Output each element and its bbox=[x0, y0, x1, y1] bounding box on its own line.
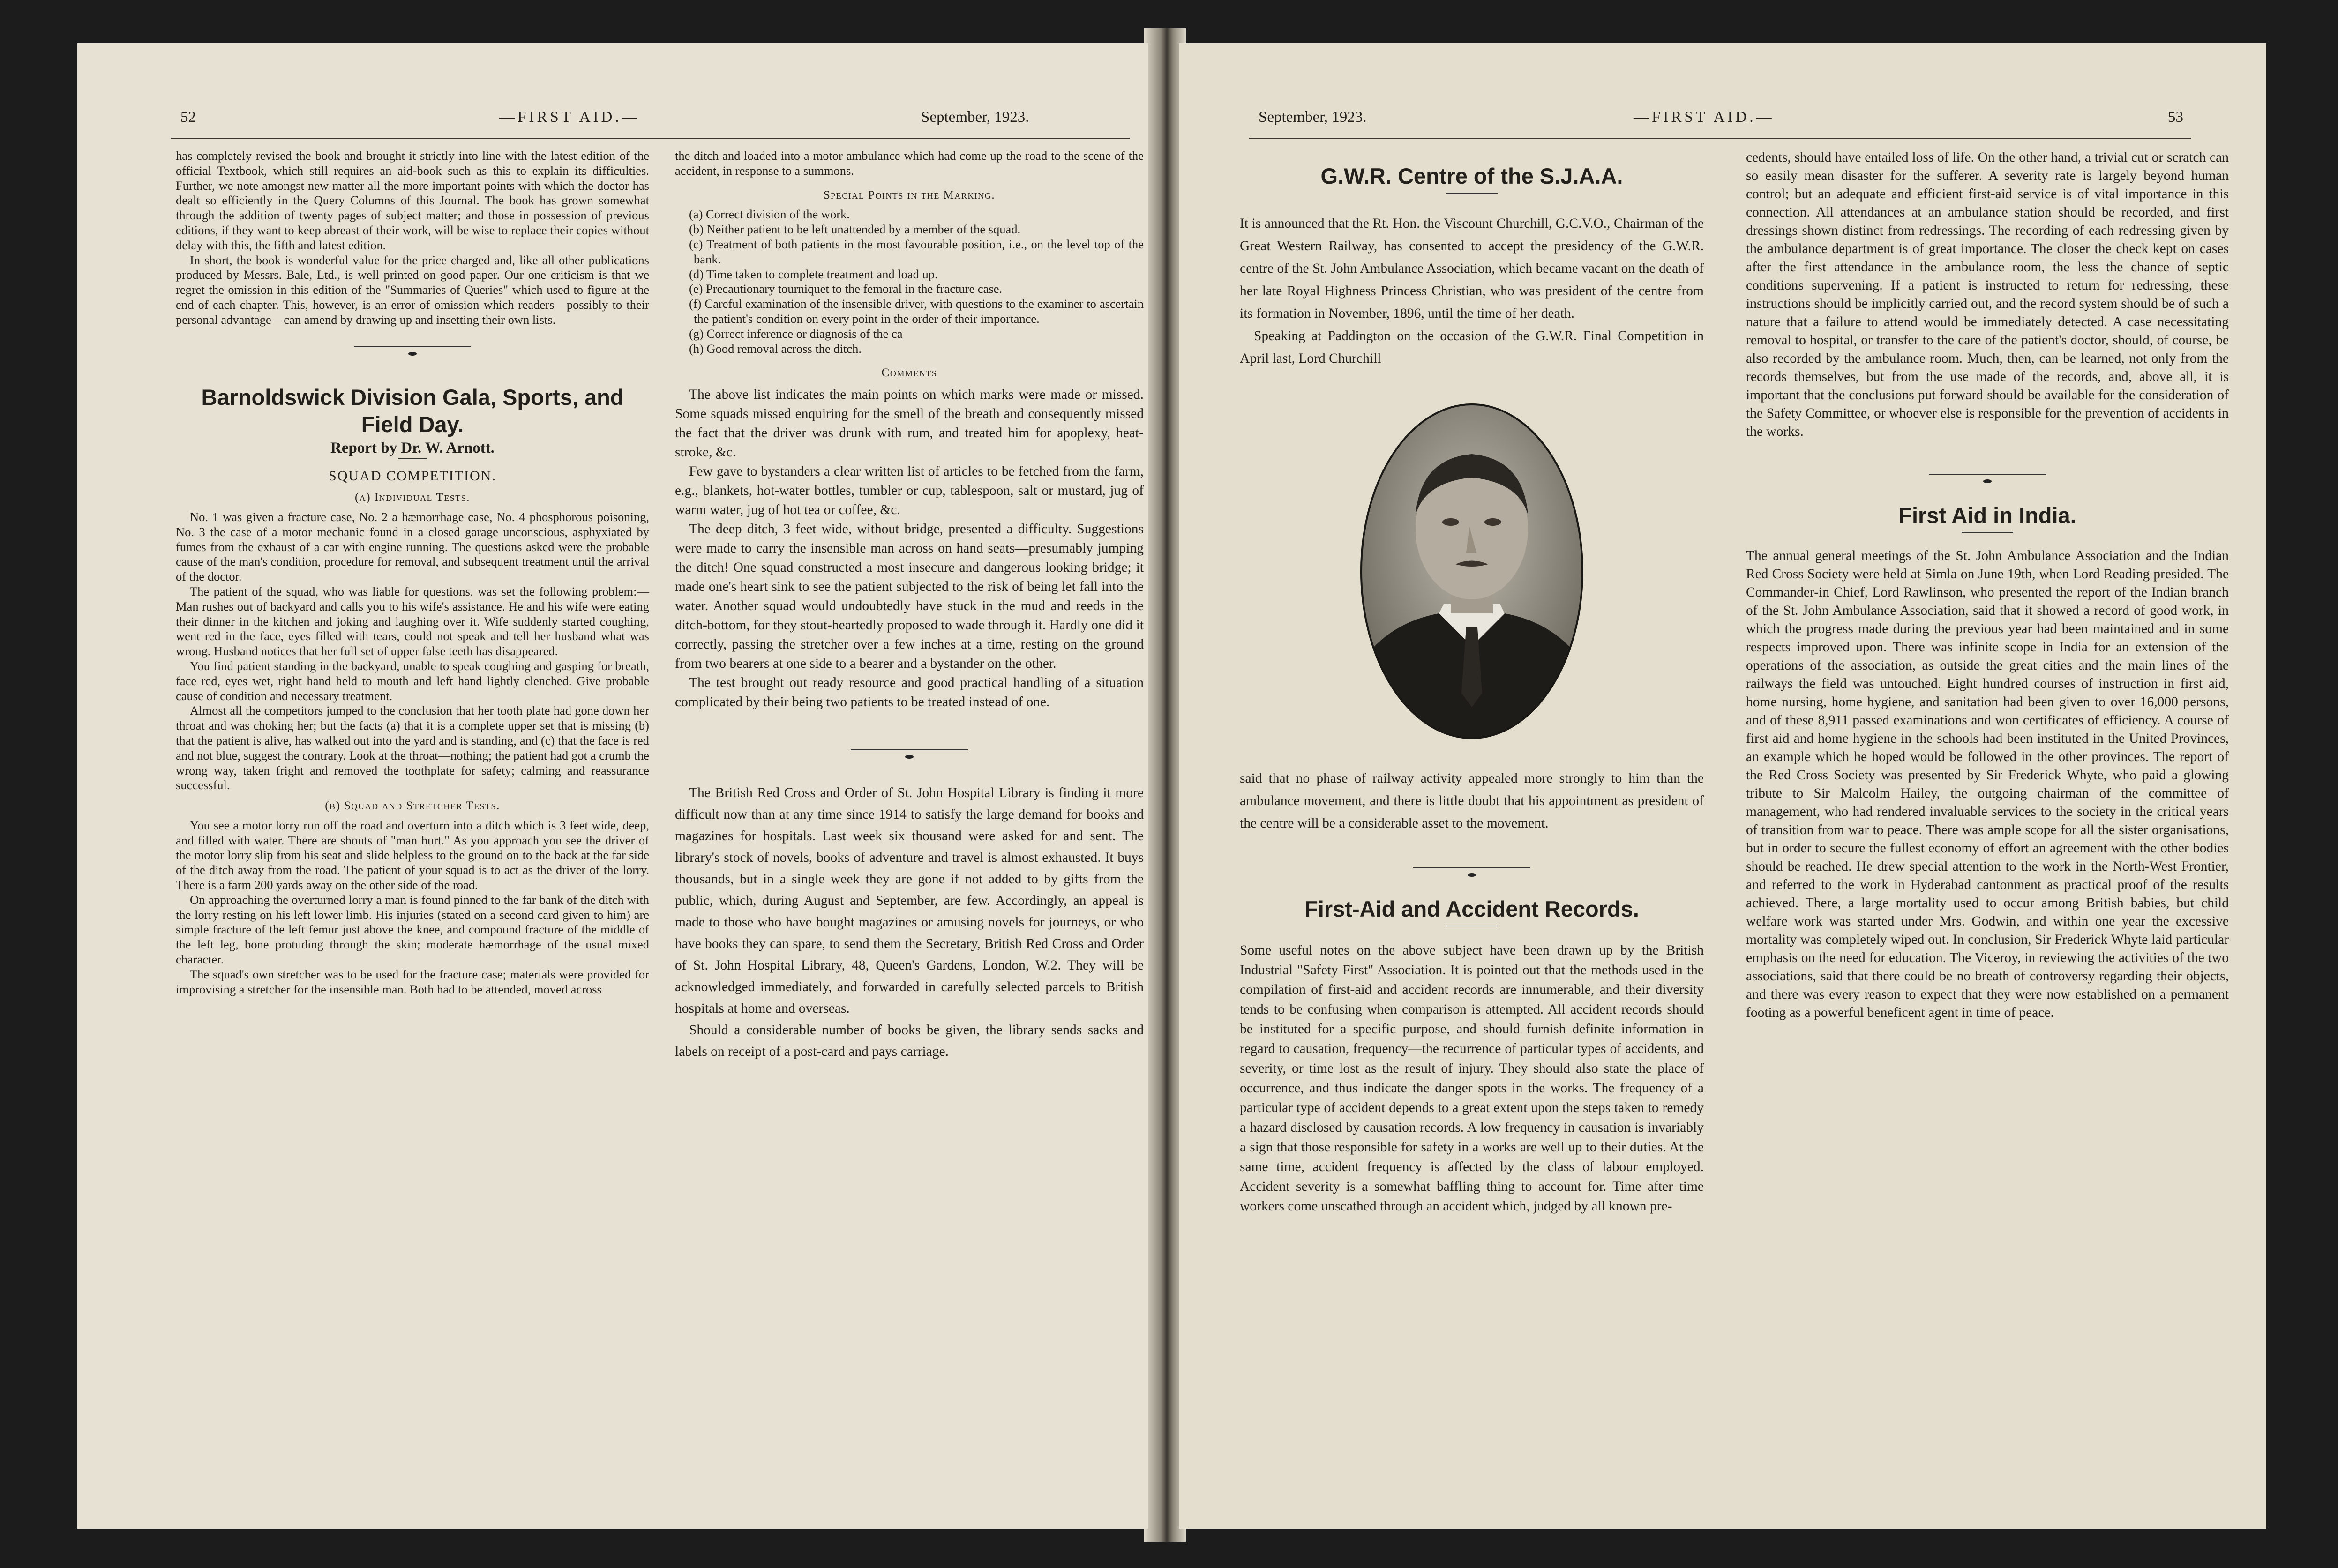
right-column-1 bbox=[1240, 149, 1704, 1216]
list-item: (e) Precautionary tourniquet to the femoral in the fracture case. bbox=[689, 282, 1003, 296]
paragraph: has completely revised the book and brought it strictly into line with the latest edition of the official Textbook, which still requires an aid-book such as this to explain its difficulties. Further, we note amongst new matter all the more important points with which the doctor has dealt so efficiently in the Query Columns of this Journal. The book has grown somewhat through the addition of twenty pages of subject matter; and those in possession of previous editions, if they want to keep abreast of their work, will be wise to replace their copies without delay with this, the fifth and latest edition. bbox=[176, 149, 649, 252]
right-page-date: September, 1923. bbox=[1259, 109, 1367, 126]
right-header-rule bbox=[1249, 138, 2191, 139]
paragraph: On approaching the overturned lorry a man is found pinned to the far bank of the ditch with the lorry resting on his left lower limb. His injuries (stated on a second card given to him) are simple fracture of the left femur just above the knee, and compound fracture of the middle of the left leg, bone protuding through the skin; moderate hæmorrhage of the usual mixed character. bbox=[176, 892, 649, 967]
paragraph: The squad's own stretcher was to be used for the fracture case; materials were provided for improvising a stretcher for the insensible man. Both had to be attended, moved across bbox=[176, 967, 649, 996]
subheading: Comments bbox=[881, 366, 937, 380]
paragraph: the ditch and loaded into a motor ambulance which had come up the road to the scene of the accident, in response to a summons. bbox=[675, 149, 1144, 178]
right-journal-title: —FIRST AID.— bbox=[1634, 109, 1775, 126]
paragraph: The above list indicates the main points on which marks were made or missed. Some squads missed enquiring for the smell of the breath and consequently missed the fact that the driver was drunk with rum, and treated him for apoplexy, heat-stroke, &c. bbox=[675, 387, 1144, 460]
paragraph: It is announced that the Rt. Hon. the Viscount Churchill, G.C.V.O., Chairman of the Great Western Railway, has consented to accept the presidency of the G.W.R. centre of the St. John Ambulance Association, which became vacant on the death of her late Royal Highness Princess Christian, who was president of the centre from its formation in November, 1896, until the time of her death. bbox=[1240, 216, 1704, 321]
paragraph: Some useful notes on the above subject have been drawn up by the British Industrial "Safety First" Association. It is pointed out that the methods used in the compilation of first-aid and accident records are innumerable, and their diversity tends to be confusing when comparison is attempted. All accident records should be instituted for a specific purpose, and should furnish definite information in regard to causation, frequency—the recurrence of particular types of accidents, and severity, or time lost as the result of injury. They should also state the place of occurrence, and thus indicate the danger spots in the works. The frequency of a particular type of accident depends to a great extent upon the steps taken to remedy a hazard disclosed by causation records. A low frequency in causation is invariably a sign that those responsible for safety in a works are well up to their duties. At the same time, accident frequency is affected by the class of labour employed. Accident severity is a somewhat baffling thing to account for. Time after time workers come unscathed through an accident which, judged by all known pre- bbox=[1240, 942, 1704, 1214]
paragraph: cedents, should have entailed loss of life. On the other hand, a trivial cut or scratch can so easily mean disaster for the sufferer. A severity rate is largely beyond human control; but an adequate and efficient first-aid service is of vital importance in this connection. All attendances at an ambulance station should be recorded, and first dressings shown distinct from redressings. The recording of each redressing given by the ambulance department is of great importance. The closer the check kept on cases after the first attendance in the ambulance room, the less the chance of septic conditions supervening. If a patient is instructed to return for redressing, these instructions should be implicitly carried out, and the record system should be of such a nature that a failure to attend would be immediately detected. A case necessitating removal to hospital, or transfer to the care of the patient's doctor, should, of course, be also recorded by the ambulance room. Much, then, can be learned, not only from the records themselves, but from the use made of the records, and, above all, it is important that the conclusions put forward should be available for the consideration of the Safety Committee, or whoever else is responsible for the prevention of accidents in the works. bbox=[1746, 150, 2229, 439]
subheading: SQUAD COMPETITION. bbox=[329, 468, 496, 484]
paragraph: Should a considerable number of books be given, the library sends sacks and labels on receipt of a post-card and pays carriage. bbox=[675, 1023, 1144, 1060]
paragraph: The patient of the squad, who was liable for questions, was set the following problem:—Man rushes out of backyard and calls you to his wife's assistance. He and his wife were eating their dinner in the kitchen and joking and laughing over it. Wife suddenly started coughing, went red in the face, eyes filled with tears, could not speak and tell her husband what was wrong. Husband notices that her full set of upper false teeth has disappeared. bbox=[176, 584, 649, 658]
left-running-head bbox=[77, 109, 1148, 142]
article-heading: First-Aid and Accident Records. bbox=[1304, 896, 1639, 921]
left-page-date: September, 1923. bbox=[921, 109, 1029, 126]
left-column-2 bbox=[675, 149, 1144, 1062]
paragraph: Almost all the competitors jumped to the conclusion that her tooth plate had gone down her throat and was choking her; but the facts (a) that it is a complete upper set that is missing (b) that the patient is alive, has walked out into the yard and is standing, and (c) that the face is red and not blue, suggest the contrary. Look at the throat—nothing; the patient had got a crumb the wrong way, taken fright and removed the toothplate for safety; calming and reassurance successful. bbox=[176, 703, 649, 792]
article-heading: Barnoldswick Division Gala, Sports, and Field Day. bbox=[201, 384, 624, 437]
paragraph: The annual general meetings of the St. John Ambulance Association and the Indian Red Cross Society were held at Simla on June 19th, when Lord Reading presided. The Commander-in Chief, Lord Rawlinson, who presented the report of the Indian branch of the St. John Ambulance Association, said that it showed a record of good work, in which the progress made during the previous year had been maintained and in some respects improved upon. There was infinite scope in India for an extension of the operations of the association, as outside the great cities and the main lines of the railways the field was untouched. Eight hundred courses of instruction in first aid, home nursing, home hygiene, and sanitation had been given to over 16,000 persons, and of these 8,911 passed examinations and won certificates of efficiency. A course of first aid and home hygiene in the schools had been instituted in the United Provinces, an example which he hoped would be followed in the other provinces. The report of the Red Cross Society was presented by Sir Frederick Whyte, who paid a glowing tribute to Sir Malcolm Hailey, the outgoing chairman of the committee of management, who had rendered invaluable services to the society in the critical years of transition from war to peace. There was ample scope for all the sister organisations, but in order to secure the fullest economy of effort an agreement with the other bodies should be reached. He drew special attention to the work in the North-West Frontier, and referred to the work in Hyderabad cantonment as practical proof of the results achieved. There, a large mortality used to occur among British babies, but child welfare work was started under Mrs. Godwin, and within one year the excessive mortality was completely wiped out. In conclusion, Sir Frederick Whyte laid particular emphasis on the need for education. The Viceroy, in reviewing the activities of the two associations, said that there could be no breath of controversy regarding their objects, and there was every reason to expect that they were now established on a permanent footing as a powerful beneficent agent in time of peace. bbox=[1746, 548, 2229, 1020]
paragraph: No. 1 was given a fracture case, No. 2 a hæmorrhage case, No. 4 phosphorous poisoning, No. 3 the case of a motor mechanic found in a closed garage unconscious, asphyxiated by fumes from the exhaust of a car with engine running. The questions asked were the probable cause of the man's condition, procedure for removal, and subsequent treatment until the arrival of the doctor. bbox=[176, 509, 649, 584]
paragraph: said that no phase of railway activity appealed more strongly to him than the ambulance movement, and there is little doubt that his appointment as president of the centre will be a considerable asset to the movement. bbox=[1240, 770, 1704, 831]
right-page bbox=[1179, 43, 2266, 1529]
list-item: (b) Neither patient to be left unattended by a member of the squad. bbox=[689, 222, 1021, 237]
left-header-rule bbox=[171, 138, 1130, 139]
paragraph: Speaking at Paddington on the occasion of the G.W.R. Final Competition in April last, Lord Churchill bbox=[1240, 329, 1704, 366]
left-page-number: 52 bbox=[180, 109, 196, 126]
left-page bbox=[77, 43, 1148, 1529]
section-ornament bbox=[1746, 469, 2229, 478]
article-heading: First Aid in India. bbox=[1898, 503, 2076, 528]
subheading: (a) Individual Tests. bbox=[354, 491, 471, 504]
article-byline: Report by Dr. W. Arnott. bbox=[330, 439, 495, 456]
paragraph: You see a motor lorry run off the road and overturn into a ditch which is 3 feet wide, deep, and filled with water. There are shouts of "man hurt." As you approach you see the driver of the motor lorry slip from his seat and slide helpless to the ground on to the back at the far side of the ditch away from the road. The patient of your squad is to act as the driver of the lorry. There is a farm 200 yards away on the other side of the road. bbox=[176, 818, 649, 892]
list-item: (c) Treatment of both patients in the most favourable position, i.e., on the level top of the bank. bbox=[689, 237, 1144, 266]
list-item: (h) Good removal across the ditch. bbox=[689, 341, 862, 356]
divider bbox=[398, 458, 427, 459]
list-item: (g) Correct inference or diagnosis of the ca bbox=[689, 326, 903, 341]
section-ornament bbox=[176, 342, 649, 351]
portrait-photo bbox=[1359, 403, 1584, 740]
section-ornament bbox=[675, 745, 1144, 754]
left-column-1 bbox=[176, 149, 649, 997]
list-item: (d) Time taken to complete treatment and load up. bbox=[689, 267, 938, 281]
divider bbox=[1446, 193, 1498, 194]
paragraph: The British Red Cross and Order of St. John Hospital Library is finding it more difficult now than at any time since 1914 to satisfy the large demand for books and magazines for hospitals. Last week six thousand were asked for and sent. The library's stock of novels, books of adventure and travel is almost exhausted. It buys thousands, but in a single week they are gone if not added to by gifts from the public, which, during August and September, are few. Accordingly, an appeal is made to those who have bought magazines or amusing novels for journeys, or who have books they can spare, to send them the Secretary, British Red Cross and Order of St. John Hospital Library, 48, Queen's Gardens, London, W.2. They will be acknowledged immediately, and forwarded in carefully selected parcels to British hospitals at home and overseas. bbox=[675, 785, 1144, 1016]
right-column-2 bbox=[1746, 149, 2229, 1022]
left-journal-title: —FIRST AID.— bbox=[499, 109, 640, 126]
paragraph: The deep ditch, 3 feet wide, without bridge, presented a difficulty. Suggestions were made to carry the insensible man across on hand seats—presumably jumping the ditch! One squad constructed a most insecure and dangerous looking bridge; it made one's heart sink to see the patient subjected to the risk of being let fall into the water. Another squad would undoubtedly have stuck in the mud and reeds in the ditch-bottom, for they stout-heartedly proposed to wade through it. Hardly one did it correctly, passing the stretcher over a few inches at a time, resting on the ground from two bearers at one side to a bearer and a bystander on the other. bbox=[675, 522, 1144, 672]
list-item: (a) Correct division of the work. bbox=[689, 207, 850, 222]
divider bbox=[1962, 532, 2013, 533]
section-ornament bbox=[1240, 863, 1704, 872]
portrait-photo-frame bbox=[1240, 403, 1704, 744]
paragraph: You find patient standing in the backyard, unable to speak coughing and gasping for breath, face red, eyes wet, right hand held to mouth and left hand lightly clenched. Give probable cause of condition and necessary treatment. bbox=[176, 658, 649, 703]
subheading: Special Points in the Marking. bbox=[823, 188, 996, 202]
article-heading: G.W.R. Centre of the S.J.A.A. bbox=[1320, 164, 1623, 188]
paragraph: The test brought out ready resource and good practical handling of a situation complicated by their being two patients to be treated instead of one. bbox=[675, 675, 1144, 710]
list-item: (f) Careful examination of the insensible driver, with questions to the examiner to ascertain the patient's condition on every point in the order of their importance. bbox=[689, 297, 1144, 326]
right-running-head bbox=[1179, 109, 2266, 142]
paragraph: In short, the book is wonderful value for the price charged and, like all other publications produced by Messrs. Bale, Ltd., is well printed on good paper. Our one criticism is that we regret the omission in this edition of the "Summaries of Queries" which used to figure at the end of each chapter. This, however, is an error of omission which readers—possibly to their personal advantage—can amend by drawing up and insetting their own lists. bbox=[176, 253, 649, 327]
subheading: (b) Squad and Stretcher Tests. bbox=[325, 799, 500, 813]
paragraph: Few gave to bystanders a clear written list of articles to be fetched from the farm, e.g., blankets, hot-water bottles, tumbler or cup, tablespoon, salt or mustard, jug of warm water, jug of hot tea or coffee, &c. bbox=[675, 464, 1144, 518]
right-page-number: 53 bbox=[2168, 109, 2183, 126]
